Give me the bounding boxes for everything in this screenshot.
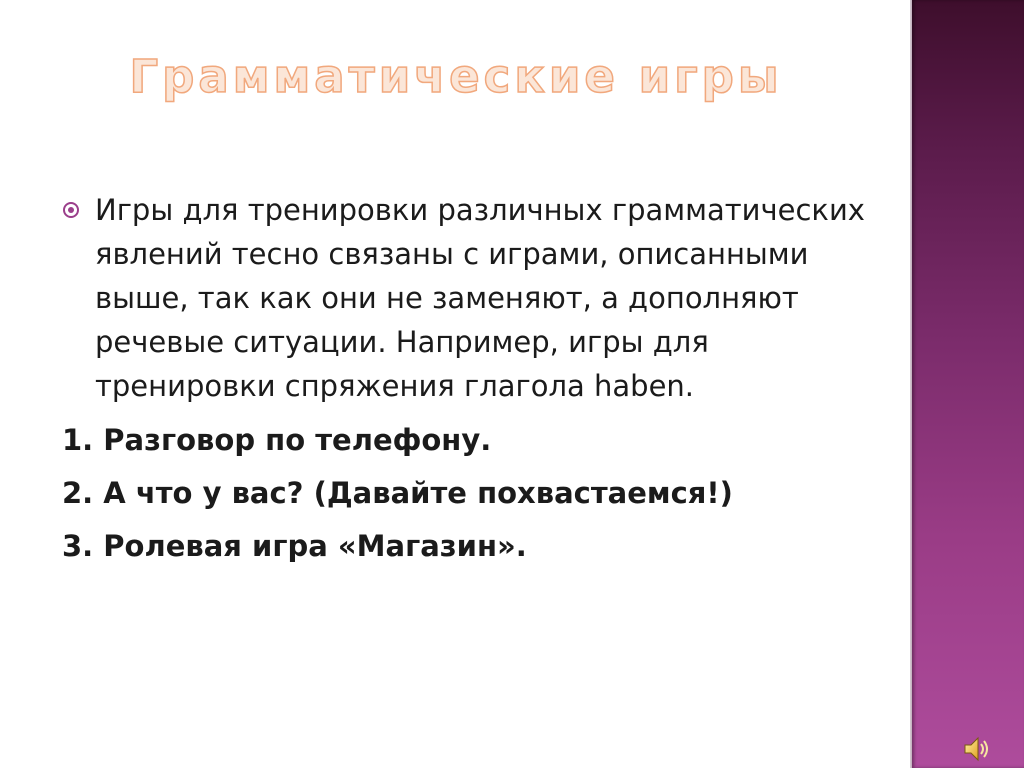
list-item-1: 1. Разговор по телефону.: [62, 423, 492, 457]
decorative-side-panel: [912, 0, 1024, 768]
bullet-paragraph: [62, 188, 872, 408]
slide-content: [62, 188, 872, 573]
speaker-icon[interactable]: [962, 734, 992, 764]
bullet-text: Игры для тренировки различных грамматических явлений тесно связаны с играми, описанными выше, так как они не заменяют, а дополняют речевые ситуации. Например, игры для тренировки спряжения глагола haben.: [95, 193, 865, 403]
slide-title: Грамматические игры: [129, 50, 783, 103]
list-item-3: 3. Ролевая игра «Магазин».: [62, 529, 527, 563]
list-item-2: 2. А что у вас? (Давайте похвастаемся!): [62, 476, 733, 510]
circle-bullet-icon: [63, 202, 79, 218]
